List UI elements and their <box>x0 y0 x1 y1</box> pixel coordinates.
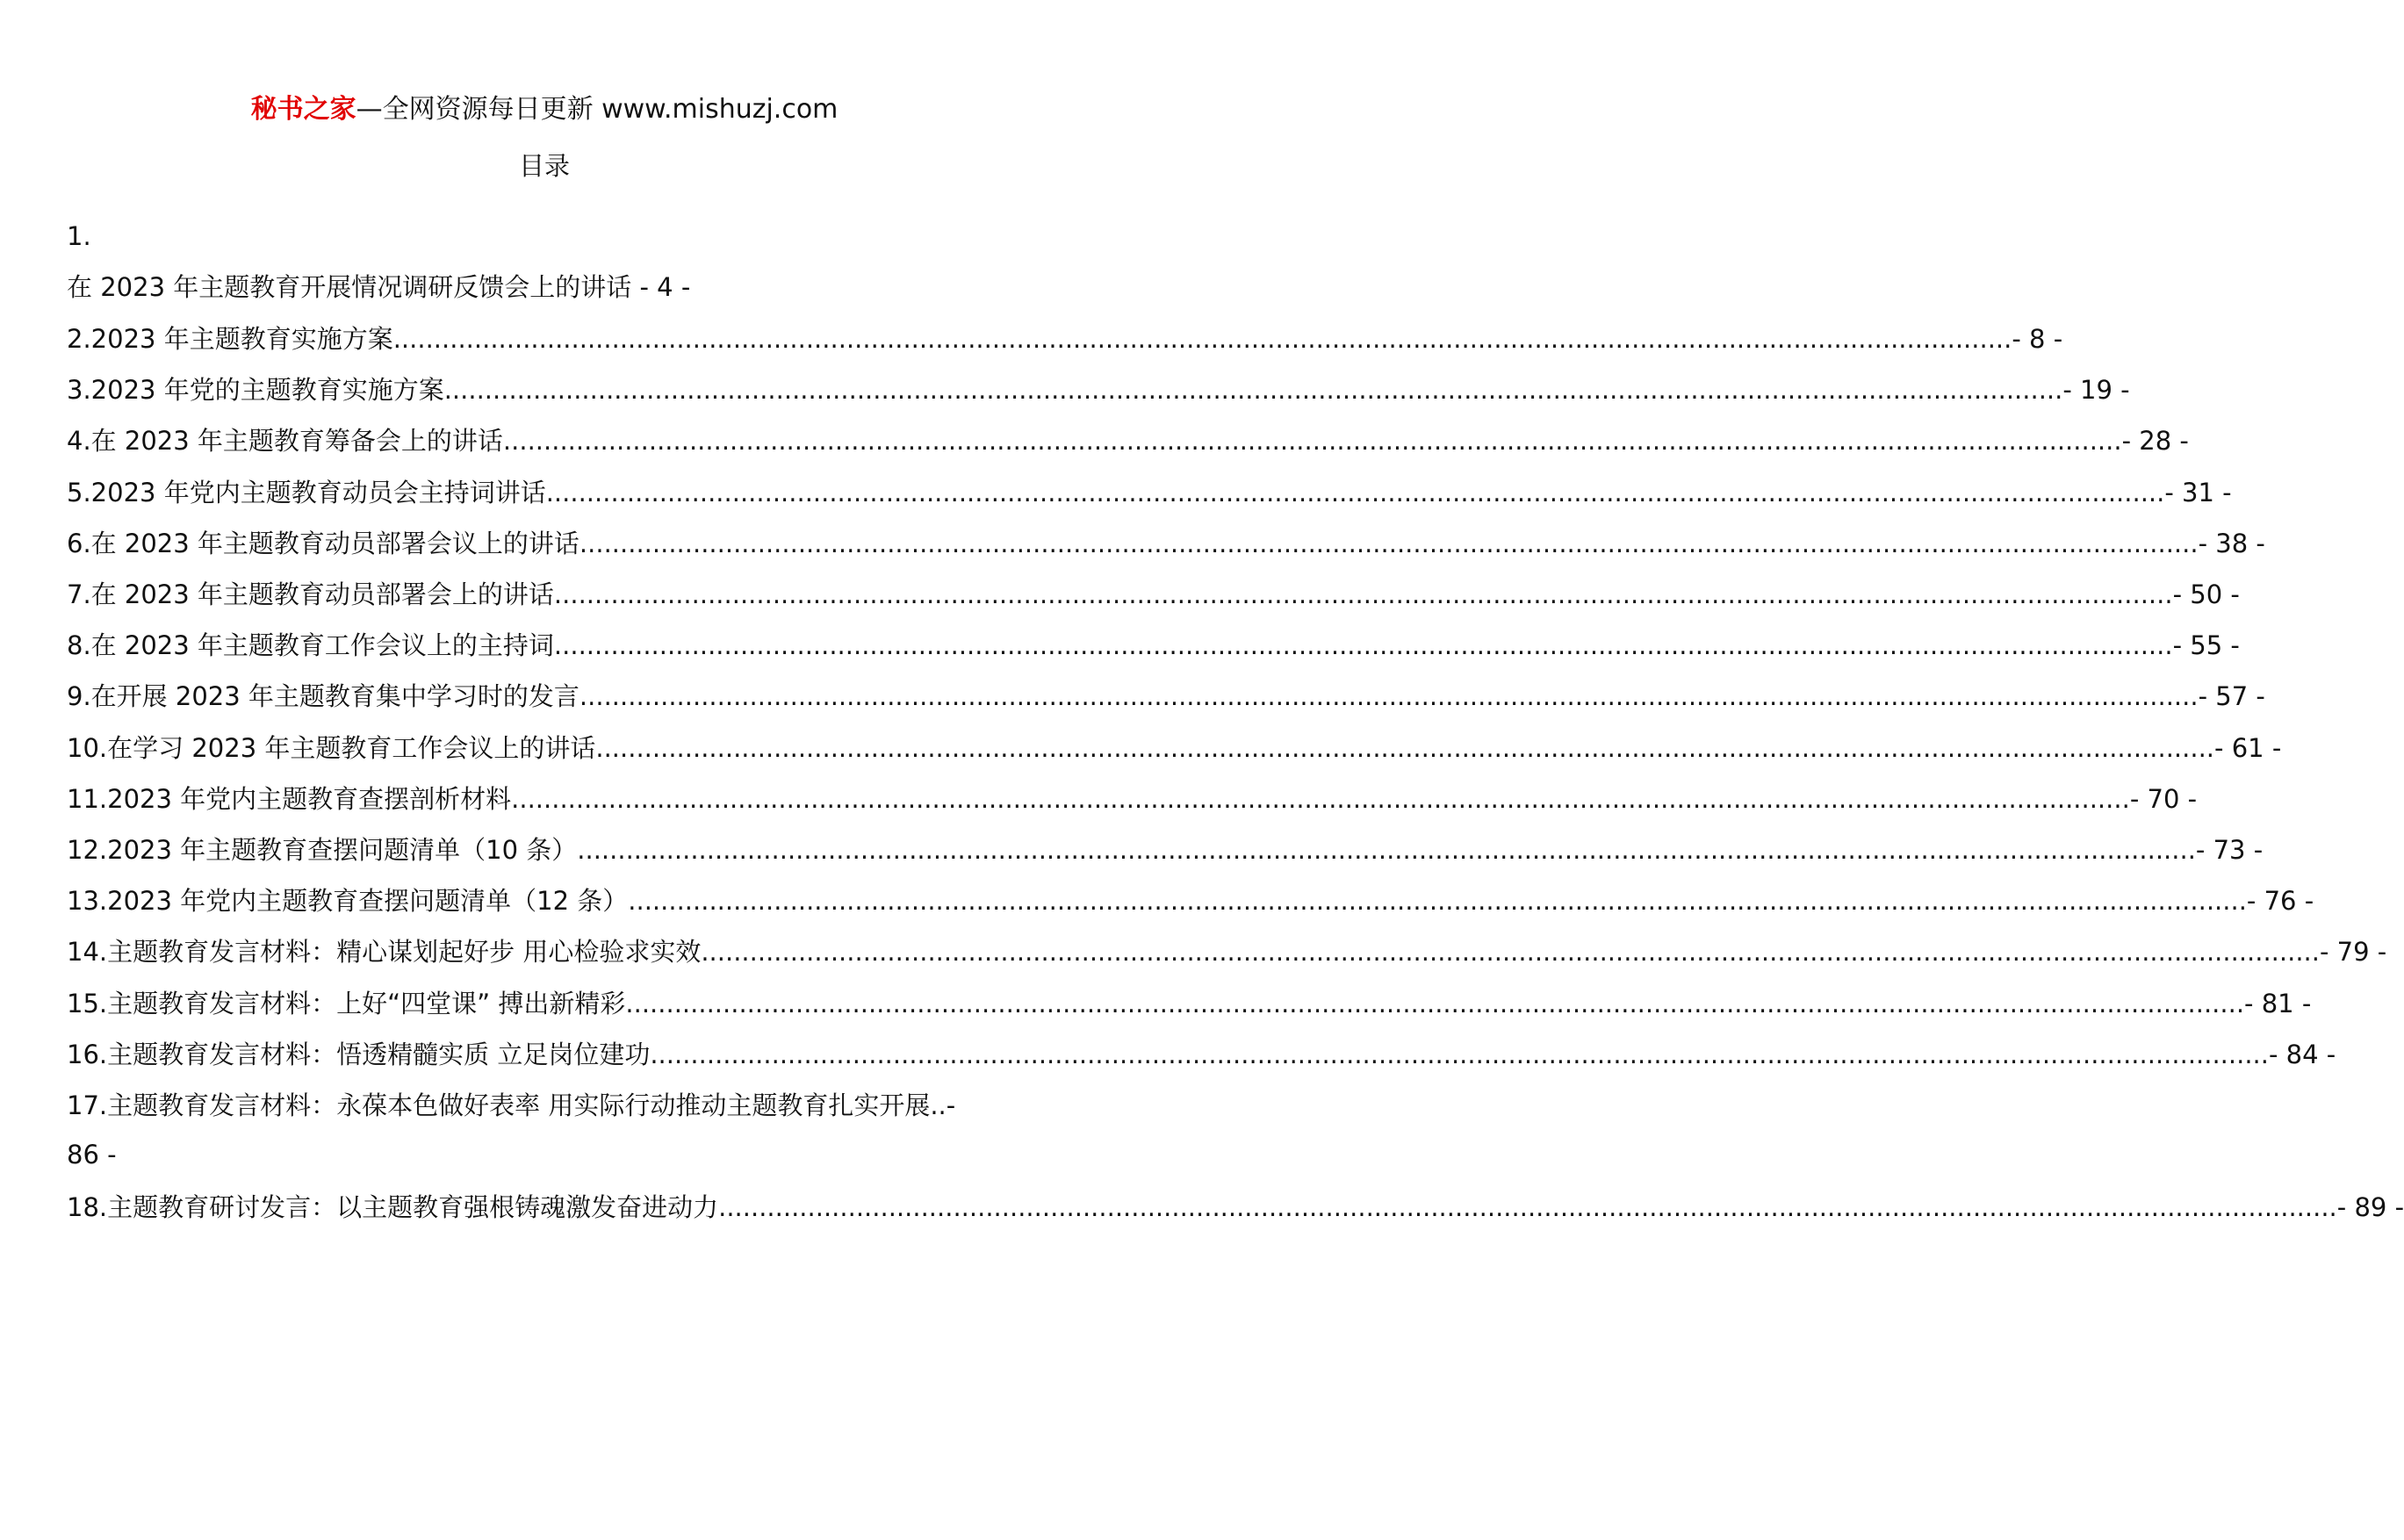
toc-item-page: - 31 - <box>2164 478 2232 507</box>
toc-item-1-text: 在 2023 年主题教育开展情况调研反馈会上的讲话 <box>67 272 640 302</box>
toc-item-text: 13.2023 年党内主题教育查摆问题清单（12 条） <box>67 886 629 916</box>
toc-item-page: - 89 - <box>2336 1192 2404 1222</box>
toc-item-page: - 8 - <box>2012 324 2063 354</box>
toc-item-text: 3.2023 年党的主题教育实施方案 <box>67 375 444 405</box>
leader-dots: ........................................................................................................................................................................................................ <box>718 1192 2337 1222</box>
toc-item-12[interactable] <box>67 825 2264 874</box>
site-slogan: —全网资源每日更新 www.mishuzj.com <box>356 94 839 125</box>
toc-item-text: 6.在 2023 年主题教育动员部署会议上的讲话 <box>67 529 579 558</box>
leader-dots: ........................................................................................................................................................................................................ <box>443 375 2063 405</box>
toc-item-1-number: 1. <box>67 221 91 251</box>
leader-dots: ........................................................................................................................................................................................................ <box>701 937 2320 967</box>
toc-item-11[interactable] <box>67 774 2198 824</box>
toc-item-page: - 50 - <box>2172 579 2240 609</box>
toc-item-9[interactable] <box>67 672 2265 721</box>
toc-item-1[interactable] <box>67 263 690 312</box>
toc-item-8[interactable] <box>67 621 2240 670</box>
toc-title: 目录 <box>518 151 570 181</box>
leader-dots: ........................................................................................................................................................................................................ <box>628 886 2247 916</box>
toc-item-3[interactable] <box>67 365 2130 414</box>
toc-item-text: 14.主题教育发言材料：精心谋划起好步 用心检验求实效 <box>67 937 702 967</box>
toc-item-text: 10.在学习 2023 年主题教育工作会议上的讲话 <box>67 733 596 763</box>
toc-item-page: - 81 - <box>2244 989 2312 1018</box>
leader-dots: ........................................................................................................................................................................................................ <box>625 989 2245 1018</box>
toc-item-text: 8.在 2023 年主题教育工作会议上的主持词 <box>67 630 554 660</box>
leader-dots: ........................................................................................................................................................................................................ <box>595 733 2215 763</box>
toc-item-5[interactable] <box>67 468 2232 517</box>
toc-item-text: 12.2023 年主题教育查摆问题清单（10 条） <box>67 835 578 865</box>
toc-item-text: 7.在 2023 年主题教育动员部署会上的讲话 <box>67 579 554 609</box>
leader-dots: ........................................................................................................................................................................................................ <box>553 630 2173 660</box>
toc-item-page: - 55 - <box>2172 630 2240 660</box>
toc-item-17-text: 17.主题教育发言材料：永葆本色做好表率 用实际行动推动主题教育扎实开展..- <box>67 1090 956 1120</box>
toc-item-page: - 79 - <box>2320 937 2387 967</box>
leader-dots: ........................................................................................................................................................................................................ <box>502 426 2122 456</box>
toc-item-2[interactable] <box>67 314 2063 363</box>
toc-item-page: - 84 - <box>2269 1040 2336 1069</box>
toc-item-1-page: - 4 - <box>639 272 691 302</box>
toc-item-16[interactable] <box>67 1030 2336 1079</box>
toc-item-text: 4.在 2023 年主题教育筹备会上的讲话 <box>67 426 503 456</box>
leader-dots: ........................................................................................................................................................................................................ <box>577 835 2196 865</box>
leader-dots: ........................................................................................................................................................................................................ <box>553 579 2173 609</box>
toc-item-text: 5.2023 年党内主题教育动员会主持词讲话 <box>67 478 546 507</box>
toc-item-text: 2.2023 年主题教育实施方案 <box>67 324 393 354</box>
toc-item-page: - 28 - <box>2121 426 2189 456</box>
toc-item-text: 11.2023 年党内主题教育查摆剖析材料 <box>67 784 512 814</box>
leader-dots: ........................................................................................................................................................................................................ <box>579 529 2199 558</box>
leader-dots: ........................................................................................................................................................................................................ <box>545 478 2165 507</box>
toc-item-10[interactable] <box>67 723 2282 773</box>
toc-item-page: - 57 - <box>2198 681 2265 711</box>
toc-item-14[interactable] <box>67 927 2387 976</box>
toc-item-page: - 76 - <box>2246 886 2314 916</box>
toc-item-text: 15.主题教育发言材料：上好“四堂课” 搏出新精彩 <box>67 989 626 1018</box>
toc-item-17-page: 86 - <box>67 1140 117 1169</box>
leader-dots: ........................................................................................................................................................................................................ <box>392 324 2012 354</box>
toc-item-13[interactable] <box>67 876 2314 925</box>
leader-dots: ........................................................................................................................................................................................................ <box>650 1040 2269 1069</box>
toc-item-17[interactable] <box>67 1081 955 1130</box>
leader-dots: ........................................................................................................................................................................................................ <box>579 681 2199 711</box>
toc-item-page: - 70 - <box>2129 784 2198 814</box>
toc-item-6[interactable] <box>67 519 2265 568</box>
toc-item-text: 9.在开展 2023 年主题教育集中学习时的发言 <box>67 681 579 711</box>
toc-item-page: - 38 - <box>2198 529 2265 558</box>
leader-dots: ........................................................................................................................................................................................................ <box>511 784 2130 814</box>
toc-item-15[interactable] <box>67 979 2312 1028</box>
toc-item-page: - 73 - <box>2195 835 2264 865</box>
toc-item-7[interactable] <box>67 570 2240 619</box>
toc-item-page: - 61 - <box>2214 733 2282 763</box>
toc-item-4[interactable] <box>67 416 2189 465</box>
toc-item-page: - 19 - <box>2062 375 2130 405</box>
brand-name: 秘书之家 <box>250 94 356 125</box>
toc-item-text: 18.主题教育研讨发言：以主题教育强根铸魂激发奋进动力 <box>67 1192 719 1222</box>
toc-item-text: 16.主题教育发言材料：悟透精髓实质 立足岗位建功 <box>67 1040 651 1069</box>
toc-item-18[interactable] <box>67 1183 2404 1232</box>
